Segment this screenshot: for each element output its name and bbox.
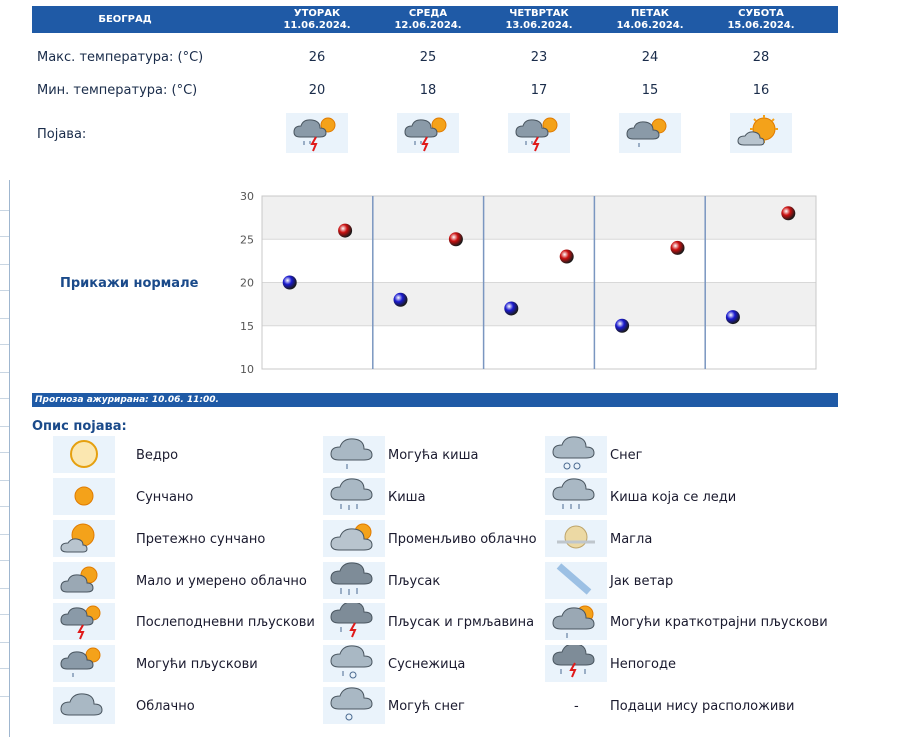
y-tick-label: 10 (240, 363, 254, 376)
legend-label: Променљиво облачно (388, 532, 537, 547)
max-temp-point (338, 224, 352, 238)
thunderstorm-afternoon-icon (397, 113, 459, 153)
variable-cloudy-icon (323, 520, 385, 557)
max-temp-point (560, 250, 574, 264)
legend-label: Могућ снег (388, 699, 465, 714)
possible-showers-icon (53, 645, 115, 682)
legend-label: Претежно сунчано (136, 532, 266, 547)
legend-label: Могућа киша (388, 448, 479, 463)
rain-icon (323, 478, 385, 515)
day-date: 12.06.2024. (394, 20, 462, 31)
min-temp-label: Мин. температура: (°C) (37, 83, 198, 98)
fog-icon (545, 520, 607, 557)
show-normals-link[interactable]: Прикажи нормале (60, 276, 199, 291)
min-temp-point (615, 319, 629, 333)
sunny-icon (53, 478, 115, 515)
min-temp-value: 18 (419, 83, 437, 98)
legend-label: Облачно (136, 699, 195, 714)
day-name: СУБОТА (738, 8, 784, 19)
y-tick-label: 30 (240, 190, 254, 203)
min-temp-point (726, 310, 740, 324)
y-tick-label: 25 (240, 233, 254, 247)
legend-label: Пљусак и грмљавина (388, 615, 535, 630)
left-panel-edge (0, 180, 10, 737)
min-temp-point (504, 301, 518, 315)
legend-label: Послеподневни пљускови (136, 615, 315, 630)
legend-label: Киша која се леди (610, 490, 737, 505)
legend-label: Пљусак (388, 574, 441, 589)
legend-label: Киша (388, 490, 426, 505)
day-header (595, 8, 705, 32)
legend-label: Непогоде (610, 657, 676, 672)
snow-icon (545, 436, 607, 473)
legend-label: Мало и умерено облачно (136, 574, 307, 589)
temperature-chart-svg (230, 185, 830, 380)
max-temp-value: 24 (641, 50, 659, 65)
y-tick-label: 15 (240, 319, 254, 333)
min-temp-point (394, 293, 408, 307)
max-temp-value: 23 (530, 50, 548, 65)
forecast-updated-bar (32, 393, 838, 407)
shower-icon (323, 562, 385, 599)
max-temp-value: 26 (308, 50, 326, 65)
thunderstorm-afternoon-icon (508, 113, 570, 153)
legend-label: Могући краткотрајни пљускови (610, 615, 828, 630)
cloudy-icon (53, 687, 115, 724)
max-temp-label: Макс. температура: (°C) (37, 50, 204, 65)
min-temp-point (283, 276, 297, 290)
legend-label: Јак ветар (610, 574, 674, 589)
temperature-chart (230, 185, 830, 380)
max-temp-point (781, 206, 795, 220)
max-temp-point (449, 232, 463, 246)
day-date: 14.06.2024. (616, 20, 684, 31)
legend-label: Суснежица (388, 657, 466, 672)
min-temp-value: 17 (530, 83, 548, 98)
legend-label: Магла (610, 532, 653, 547)
max-temp-point (671, 241, 685, 255)
severe-storm-icon (545, 645, 607, 682)
possible-rain-sun-icon (619, 113, 681, 153)
forecast-updated-text: Прогноза ажурирана: 10.06. 11:00. (35, 395, 219, 405)
phenomenon-label: Појава: (37, 127, 87, 142)
min-temp-value: 16 (752, 83, 770, 98)
mostly-sunny-icon (53, 520, 115, 557)
partly-cloudy-icon (53, 562, 115, 599)
day-header (706, 8, 816, 32)
legend-label: Снег (610, 448, 643, 463)
day-name: СРЕДА (408, 8, 448, 19)
day-header (373, 8, 483, 32)
max-temp-value: 28 (752, 50, 770, 65)
sleet-icon (323, 645, 385, 682)
thunder-shower-icon (323, 603, 385, 640)
legend-label: Сунчано (136, 490, 194, 505)
chart-band (262, 239, 816, 282)
legend-title: Опис појава: (32, 419, 127, 434)
legend-label: Подаци нису расположиви (610, 699, 795, 714)
day-name: УТОРАК (293, 8, 341, 19)
day-header (484, 8, 594, 32)
mostly-sunny-icon (730, 113, 792, 153)
afternoon-showers-icon (53, 603, 115, 640)
day-date: 15.06.2024. (727, 20, 795, 31)
legend-label: Могући пљускови (136, 657, 258, 672)
city-name: БЕОГРАД (98, 14, 152, 25)
possible-snow-icon (323, 687, 385, 724)
day-date: 11.06.2024. (283, 20, 351, 31)
day-name: ПЕТАК (631, 8, 669, 19)
y-tick-label: 20 (240, 276, 254, 290)
forecast-header (32, 6, 838, 33)
min-temp-value: 20 (308, 83, 326, 98)
day-name: ЧЕТВРТАК (509, 8, 569, 19)
legend-label: Ведро (136, 448, 179, 463)
clear-sun-icon (53, 436, 115, 473)
min-temp-value: 15 (641, 83, 659, 98)
possible-rain-icon (323, 436, 385, 473)
day-header (262, 8, 372, 32)
freezing-rain-icon (545, 478, 607, 515)
no-data-icon: - (574, 699, 579, 714)
strong-wind-icon (545, 562, 607, 599)
brief-showers-icon (545, 603, 607, 640)
thunderstorm-afternoon-icon (286, 113, 348, 153)
day-date: 13.06.2024. (505, 20, 573, 31)
max-temp-value: 25 (419, 50, 437, 65)
chart-band (262, 326, 816, 369)
